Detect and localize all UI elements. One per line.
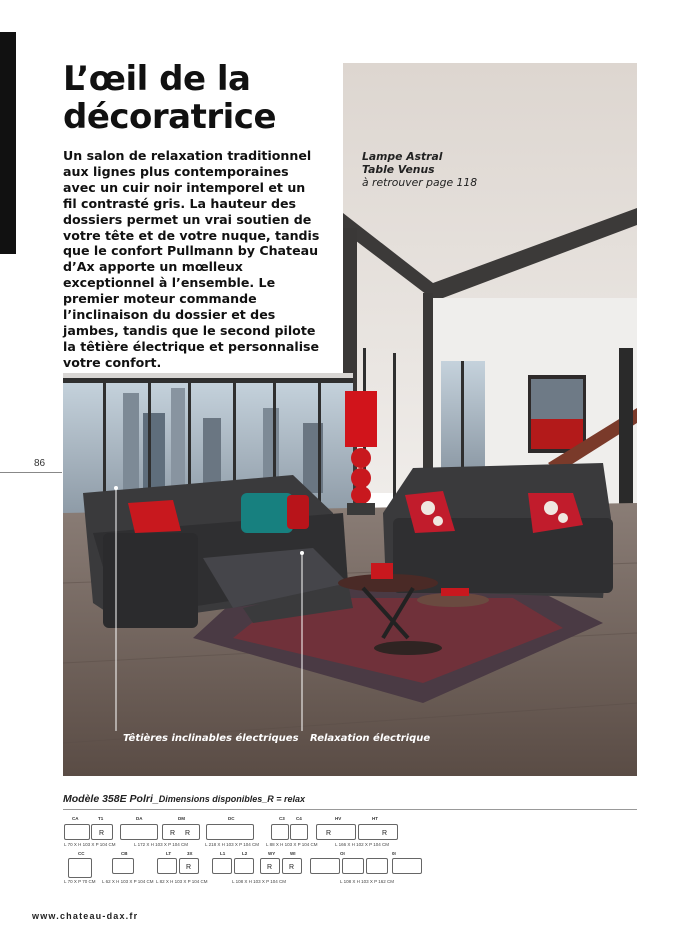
sofa-diagram: [157, 858, 177, 874]
model-title: [63, 793, 305, 805]
sofa-diagram: [342, 858, 364, 874]
model-name: Modèle 358E Polri_: [63, 793, 159, 805]
diagram-dimensions: L 108 X H 103 X P 162 CM: [340, 879, 395, 884]
diagram-dimensions: L 70 X H 103 X P 104 CM: [64, 842, 116, 847]
diagram-code: CC: [78, 851, 85, 856]
sofa-diagram: [234, 858, 254, 874]
intro-paragraph: Un salon de relaxation traditionnel aux lignes plus contemporaines avec un cuir noir intemporel et un fil contrasté gris. La hauteur des dossiers permet un vrai soutien de votre tête et de votre nuque, tandis que le confort Pullmann by Chateau d’Ax apporte un mœlleux exceptionnel à l’ensemble. Le premier moteur commande l’inclinaison du dossier et des jambes, tandis que le second pilote la têtière électrique et personnalise votre confort.: [63, 148, 320, 370]
footer-url[interactable]: www.chateau-dax.fr: [32, 911, 139, 921]
diagram-dimensions: L 88 X H 103 X P 104 CM: [266, 842, 318, 847]
sofa-diagram: [112, 858, 134, 874]
sofa-diagram: [290, 824, 308, 840]
relax-mark: R: [185, 830, 191, 837]
diagram-dimensions: L 166 X H 102 X P 104 CM: [335, 842, 390, 847]
diagram-code: DA: [136, 816, 143, 821]
sofa-diagram: [310, 858, 340, 874]
sofa-diagram: [392, 858, 422, 874]
product-caption: [362, 150, 477, 189]
diagram-dimensions: L 70 X P 70 CM: [64, 879, 96, 884]
diagram-dimensions: L 62 X H 103 X P 104 CM: [102, 879, 154, 884]
relax-mark: R: [289, 864, 295, 871]
sofa-diagram: [162, 824, 200, 840]
diagram-code: 0I: [392, 851, 396, 856]
caption-lamp: Lampe Astral: [362, 150, 443, 163]
diagram-code: L1: [220, 851, 226, 856]
diagram-code: DC: [228, 816, 235, 821]
feature-headrests-label: Têtières inclinables électriques: [123, 733, 299, 744]
diagram-code: CB: [121, 851, 128, 856]
sofa-diagram: [316, 824, 356, 840]
diagram-code: OI: [340, 851, 345, 856]
feature-relax-label: Relaxation électrique: [310, 733, 431, 744]
model-divider: [63, 809, 637, 810]
diagram-dimensions: L 82 X H 103 X P 104 CM: [156, 879, 208, 884]
diagram-code: DM: [178, 816, 185, 821]
relax-mark: R: [382, 830, 388, 837]
page-title-line-2: décoratrice: [63, 97, 277, 137]
sofa-diagram: [64, 824, 90, 840]
diagram-code: T1: [98, 816, 104, 821]
page-number-rule: [0, 472, 62, 473]
diagram-code: CA: [72, 816, 79, 821]
diagram-dimensions: L 218 X H 103 X P 104 CM: [205, 842, 260, 847]
sofa-diagram: [271, 824, 289, 840]
diagram-code: WI: [290, 851, 296, 856]
diagram-dimensions: L 108 X H 103 X P 104 CM: [232, 879, 287, 884]
sofa-diagram: [366, 858, 388, 874]
diagram-code: L2: [242, 851, 248, 856]
sofa-diagram: [120, 824, 158, 840]
sofa-diagram: [358, 824, 398, 840]
caption-table: Table Venus: [362, 163, 435, 176]
diagram-code: C4: [296, 816, 302, 821]
relax-mark: R: [170, 830, 176, 837]
diagram-code: WY: [268, 851, 276, 856]
diagram-code: 3X: [187, 851, 193, 856]
caption-page-ref: à retrouver page 118: [362, 176, 478, 189]
page-title-line-1: L’œil de la: [63, 59, 251, 99]
side-tab-bar: [0, 32, 16, 254]
diagram-code: LT: [166, 851, 172, 856]
sofa-diagram: [68, 858, 92, 878]
model-dimensions-note: Dimensions disponibles_R = relax: [158, 794, 306, 804]
diagram-code: HV: [335, 816, 342, 821]
sofa-diagram: [212, 858, 232, 874]
relax-mark: R: [326, 830, 332, 837]
sofa-diagram: [206, 824, 254, 840]
diagram-dimensions: L 172 X H 103 X P 104 CM: [134, 842, 189, 847]
page-title: [63, 60, 343, 136]
relax-mark: R: [99, 830, 105, 837]
relax-mark: R: [186, 864, 192, 871]
diagram-code: C3: [279, 816, 285, 821]
page-number: 86: [34, 458, 46, 469]
diagram-code: HT: [372, 816, 378, 821]
relax-mark: R: [267, 864, 273, 871]
